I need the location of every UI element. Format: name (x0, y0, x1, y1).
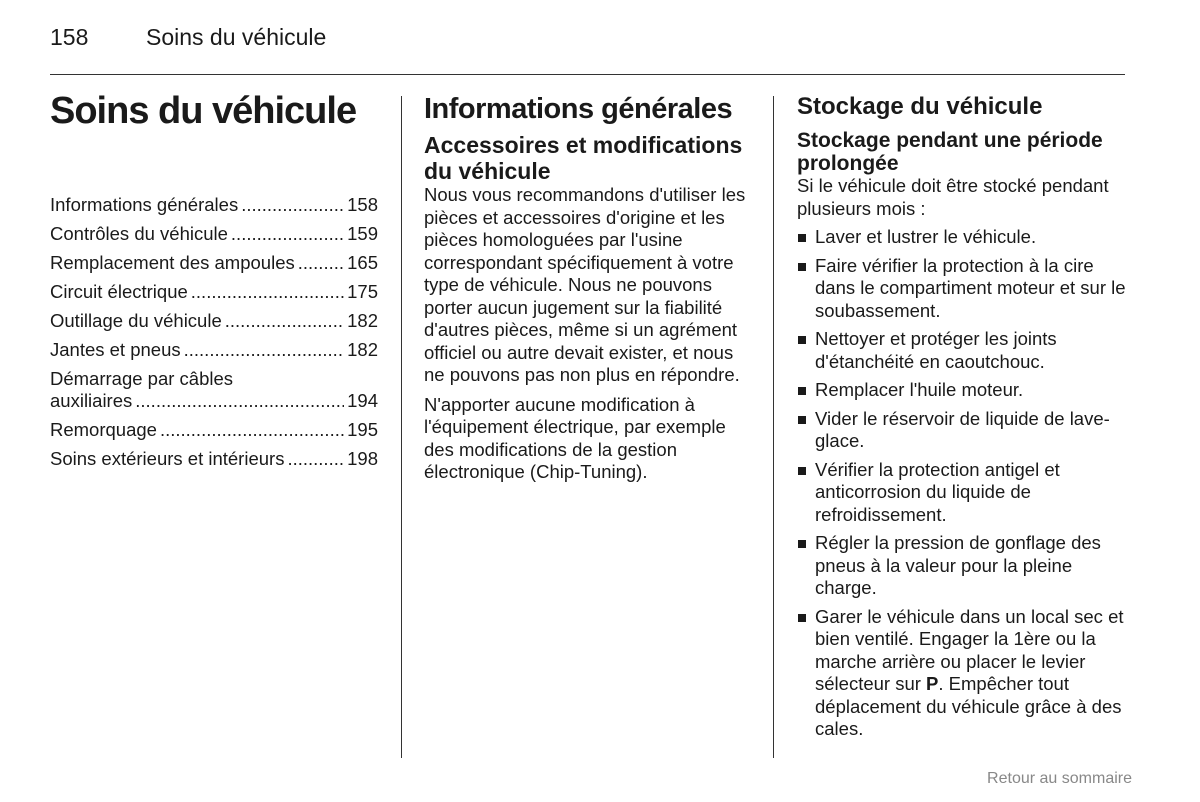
bullet-square-icon (798, 540, 806, 548)
toc-leader (160, 419, 344, 441)
list-item (797, 226, 1127, 249)
toc-column (50, 90, 378, 477)
toc-entry[interactable] (50, 223, 378, 245)
page-header (50, 24, 326, 51)
subsection-heading: Accessoires et modifications du véhicule (424, 132, 743, 184)
bullet-square-icon (798, 234, 806, 242)
column-divider (401, 96, 402, 758)
list-item-text: Nettoyer et protéger les joints d'étanchéité en caoutchouc. (815, 328, 1057, 372)
list-item (797, 379, 1127, 402)
section-heading: Stockage du véhicule (797, 93, 1043, 120)
back-to-contents-link[interactable]: Retour au sommaire (987, 770, 1132, 787)
toc-leader (231, 223, 344, 245)
bullet-square-icon (798, 614, 806, 622)
list-item (797, 255, 1127, 323)
list-item-text: Faire vérifier la protection à la cire dans le compartiment moteur et sur le soubassement. (815, 254, 1126, 321)
body-paragraph: Nous vous recommandons d'utiliser les pièces et accessoires d'origine et les pièces homologuées par l'usine correspondant spécifiquement à votre type de véhicule. Nous ne pouvons porter aucun jugement sur la fiabilité d'autres pièces, même si un agrément officiel ou autre devait exister, et nous ne pouvons pas non plus en répondre. (424, 184, 746, 385)
subsection-heading: Stockage pendant une période prolongée (797, 129, 1103, 175)
list-item (797, 532, 1127, 600)
toc-page: 194 (347, 390, 378, 411)
storage-checklist (797, 226, 1127, 741)
toc-leader (135, 390, 344, 412)
toc-label: auxiliaires (50, 390, 133, 411)
toc-page: 182 (347, 339, 378, 360)
toc-label: Circuit électrique (50, 281, 188, 302)
list-item (797, 408, 1127, 453)
toc-leader (191, 281, 344, 303)
list-item-text: Vérifier la protection antigel et anticorrosion du liquide de refroidissement. (815, 458, 1060, 525)
toc-label: Jantes et pneus (50, 339, 181, 360)
bullet-square-icon (798, 263, 806, 271)
header-rule (50, 74, 1125, 75)
general-info-column (424, 90, 754, 491)
list-item-text: . Empêcher tout déplacement du véhicule grâce à des cales. (815, 673, 1122, 739)
bullet-square-icon (798, 336, 806, 344)
page-number: 158 (50, 24, 89, 50)
list-item (797, 328, 1127, 373)
chapter-title: Soins du véhicule (50, 90, 357, 132)
toc-label-line1: Démarrage par câbles (50, 368, 234, 389)
toc-leader (184, 339, 345, 361)
toc-leader (225, 310, 344, 332)
toc-entry[interactable] (50, 339, 378, 361)
list-item-text: Garer le véhicule dans un local sec et bien ventilé. Engager la 1ère ou la marche arrière ou placer le levier sélecteur sur (815, 605, 1124, 694)
toc-label: Outillage du véhicule (50, 310, 222, 331)
section-heading: Informations générales (424, 93, 733, 125)
toc-label: Remplacement des ampoules (50, 252, 295, 273)
toc-leader (298, 252, 344, 274)
toc-label: Remorquage (50, 419, 157, 440)
toc-entry[interactable] (50, 194, 378, 216)
body-paragraph: N'apporter aucune modification à l'équipement électrique, par exemple des modifications de la gestion électronique (Chip-Tuning). (424, 393, 726, 482)
toc-page: 195 (347, 419, 378, 440)
toc-page: 198 (347, 448, 378, 469)
bullet-square-icon (798, 416, 806, 424)
toc-leader (241, 194, 344, 216)
storage-column (797, 90, 1127, 747)
toc-label: Contrôles du véhicule (50, 223, 228, 244)
toc-page: 158 (347, 194, 378, 215)
toc-entry[interactable] (50, 252, 378, 274)
list-item-text: Vider le réservoir de liquide de lave-glace. (815, 407, 1110, 451)
toc-entry[interactable] (50, 419, 378, 441)
toc-page: 175 (347, 281, 378, 302)
gear-position-label: P (926, 673, 939, 694)
intro-paragraph: Si le véhicule doit être stocké pendant plusieurs mois : (797, 175, 1109, 219)
list-item (797, 459, 1127, 527)
toc-label: Soins extérieurs et intérieurs (50, 448, 285, 469)
toc-leader (287, 448, 344, 470)
toc-page: 165 (347, 252, 378, 273)
column-divider (773, 96, 774, 758)
list-item-text: Remplacer l'huile moteur. (815, 379, 1024, 400)
table-of-contents (50, 194, 378, 470)
toc-entry[interactable] (50, 310, 378, 332)
toc-page: 182 (347, 310, 378, 331)
running-title: Soins du véhicule (146, 24, 327, 50)
toc-entry[interactable] (50, 448, 378, 470)
list-item-text: Régler la pression de gonflage des pneus à la valeur pour la pleine charge. (815, 532, 1101, 598)
toc-page: 159 (347, 223, 378, 244)
bullet-square-icon (798, 467, 806, 475)
toc-entry[interactable] (50, 368, 378, 412)
toc-label: Informations générales (50, 194, 239, 215)
bullet-square-icon (798, 387, 806, 395)
list-item-text: Laver et lustrer le véhicule. (815, 226, 1037, 247)
toc-entry[interactable] (50, 281, 378, 303)
list-item (797, 606, 1127, 741)
